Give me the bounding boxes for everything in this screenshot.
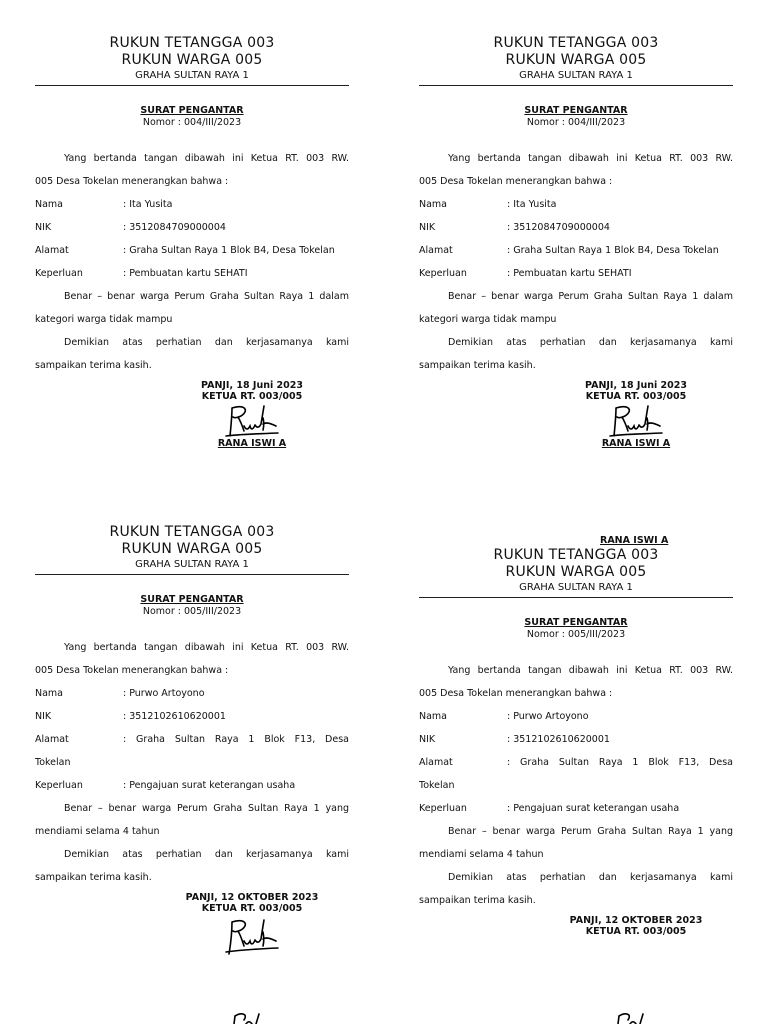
- field-row: [419, 243, 733, 266]
- signer-position: KETUA RT. 003/005: [201, 903, 303, 914]
- field-label: Nama: [35, 688, 64, 699]
- intro-line: Yang bertanda tangan dibawah ini Ketua RT. 003 RW.: [448, 153, 733, 164]
- field-value: : Ita Yusita: [507, 199, 557, 210]
- header-divider: [419, 85, 733, 86]
- place-date: PANJI, 12 OKTOBER 2023: [569, 915, 703, 926]
- rw-heading: RUKUN WARGA 005: [505, 52, 647, 68]
- address-line: GRAHA SULTAN RAYA 1: [519, 582, 633, 593]
- field-row: [35, 778, 349, 801]
- field-row: [419, 709, 733, 732]
- signature-block: [569, 380, 703, 449]
- signer-position: KETUA RT. 003/005: [585, 391, 687, 402]
- rw-heading: RUKUN WARGA 005: [121, 541, 263, 557]
- signature-block: [185, 892, 319, 956]
- letter-title-block: [35, 594, 349, 618]
- letter-body: [419, 663, 733, 916]
- field-label: Nama: [419, 199, 448, 210]
- field-label: Keperluan: [419, 803, 467, 814]
- letter-body: [419, 151, 733, 381]
- intro-line: Yang bertanda tangan dibawah ini Ketua RT. 003 RW.: [448, 665, 733, 676]
- header-divider: [419, 597, 733, 598]
- field-row: [419, 755, 733, 801]
- header-divider: [35, 85, 349, 86]
- closing-line: sampaikan terima kasih.: [419, 895, 536, 906]
- intro-line: Yang bertanda tangan dibawah ini Ketua RT. 003 RW.: [64, 642, 349, 653]
- field-label: Keperluan: [35, 780, 83, 791]
- letter-title: SURAT PENGANTAR: [524, 617, 628, 628]
- closing-line: sampaikan terima kasih.: [35, 872, 152, 883]
- signature-icon: [224, 916, 280, 956]
- field-row: [35, 686, 349, 709]
- letter-title: SURAT PENGANTAR: [140, 594, 244, 605]
- letter-number: Nomor : 004/III/2023: [142, 117, 242, 128]
- field-value: : Ita Yusita: [123, 199, 173, 210]
- closing-line: sampaikan terima kasih.: [35, 360, 152, 371]
- field-value: : Graha Sultan Raya 1 Blok F13, Desa: [507, 757, 733, 768]
- field-value: : Purwo Artoyono: [123, 688, 205, 699]
- closing-line: Demikian atas perhatian dan kerjasamanya kami: [448, 872, 733, 883]
- letterhead: [419, 547, 733, 595]
- signature-block: [185, 380, 319, 449]
- signer-position: KETUA RT. 003/005: [585, 926, 687, 937]
- field-label: Alamat: [419, 757, 453, 768]
- statement-line: Benar – benar warga Perum Graha Sultan Raya 1 yang: [64, 803, 349, 814]
- letter-2: [419, 35, 733, 449]
- letter-title-block: [35, 105, 349, 129]
- field-row: [419, 266, 733, 289]
- signature-icon: [610, 1012, 654, 1024]
- statement-line: mendiami selama 4 tahun: [419, 849, 544, 860]
- field-value: : 3512102610620001: [507, 734, 610, 745]
- closing-line: Demikian atas perhatian dan kerjasamanya kami: [448, 337, 733, 348]
- closing-line: sampaikan terima kasih.: [419, 360, 536, 371]
- field-label: Nama: [35, 199, 64, 210]
- intro-line: 005 Desa Tokelan menerangkan bahwa :: [419, 688, 613, 699]
- field-row: [35, 732, 349, 778]
- field-value-continued: Tokelan: [419, 780, 455, 791]
- letter-number: Nomor : 005/III/2023: [526, 629, 626, 640]
- rt-heading: RUKUN TETANGGA 003: [493, 35, 659, 51]
- field-value-continued: Tokelan: [35, 757, 71, 768]
- letter-body: [35, 151, 349, 381]
- field-value: : Graha Sultan Raya 1 Blok B4, Desa Tokelan: [507, 245, 719, 256]
- field-row: [35, 266, 349, 289]
- statement-line: Benar – benar warga Perum Graha Sultan Raya 1 dalam: [64, 291, 349, 302]
- letter-body: [35, 640, 349, 893]
- field-row: [419, 801, 733, 824]
- statement-line: mendiami selama 4 tahun: [35, 826, 160, 837]
- signer-name: RANA ISWI A: [600, 535, 669, 546]
- letter-1: [35, 35, 349, 449]
- field-label: NIK: [35, 222, 52, 233]
- signature-icon: [608, 404, 664, 438]
- statement-line: kategori warga tidak mampu: [35, 314, 173, 325]
- rt-heading: RUKUN TETANGGA 003: [109, 35, 275, 51]
- address-line: GRAHA SULTAN RAYA 1: [519, 70, 633, 81]
- field-row: [419, 220, 733, 243]
- field-label: Keperluan: [35, 268, 83, 279]
- rt-heading: RUKUN TETANGGA 003: [493, 547, 659, 563]
- signature-block: [569, 915, 703, 937]
- statement-line: Benar – benar warga Perum Graha Sultan Raya 1 yang: [448, 826, 733, 837]
- field-label: Alamat: [35, 245, 69, 256]
- closing-line: Demikian atas perhatian dan kerjasamanya kami: [64, 337, 349, 348]
- letterhead: [35, 524, 349, 572]
- field-value: : Purwo Artoyono: [507, 711, 589, 722]
- rw-heading: RUKUN WARGA 005: [121, 52, 263, 68]
- letter-title-block: [419, 105, 733, 129]
- signer-position: KETUA RT. 003/005: [201, 391, 303, 402]
- header-divider: [35, 574, 349, 575]
- field-value: : Pengajuan surat keterangan usaha: [507, 803, 680, 814]
- place-date: PANJI, 12 OKTOBER 2023: [185, 892, 319, 903]
- field-label: NIK: [419, 734, 436, 745]
- field-value: : 3512084709000004: [123, 222, 226, 233]
- letter-number: Nomor : 004/III/2023: [526, 117, 626, 128]
- field-value: : Pembuatan kartu SEHATI: [507, 268, 632, 279]
- place-date: PANJI, 18 Juni 2023: [585, 380, 687, 391]
- letterhead: [35, 35, 349, 83]
- intro-line: 005 Desa Tokelan menerangkan bahwa :: [35, 176, 229, 187]
- letterhead: [419, 35, 733, 83]
- field-value: : Graha Sultan Raya 1 Blok B4, Desa Tokelan: [123, 245, 335, 256]
- field-label: Nama: [419, 711, 448, 722]
- address-line: GRAHA SULTAN RAYA 1: [135, 559, 249, 570]
- signer-name: RANA ISWI A: [601, 438, 671, 449]
- signature-icon: [224, 404, 280, 438]
- field-value: : 3512084709000004: [507, 222, 610, 233]
- field-value: : Graha Sultan Raya 1 Blok F13, Desa: [123, 734, 349, 745]
- field-row: [419, 732, 733, 755]
- field-label: Alamat: [419, 245, 453, 256]
- field-label: Alamat: [35, 734, 69, 745]
- intro-line: 005 Desa Tokelan menerangkan bahwa :: [419, 176, 613, 187]
- field-row: [35, 709, 349, 732]
- intro-line: Yang bertanda tangan dibawah ini Ketua RT. 003 RW.: [64, 153, 349, 164]
- field-row: [35, 243, 349, 266]
- field-label: NIK: [35, 711, 52, 722]
- rw-heading: RUKUN WARGA 005: [505, 564, 647, 580]
- address-line: GRAHA SULTAN RAYA 1: [135, 70, 249, 81]
- letter-number: Nomor : 005/III/2023: [142, 606, 242, 617]
- statement-line: Benar – benar warga Perum Graha Sultan Raya 1 dalam: [448, 291, 733, 302]
- place-date: PANJI, 18 Juni 2023: [201, 380, 303, 391]
- field-label: Keperluan: [419, 268, 467, 279]
- field-label: NIK: [419, 222, 436, 233]
- letter-3: [35, 524, 349, 914]
- field-row: [35, 197, 349, 220]
- letter-title: SURAT PENGANTAR: [524, 105, 628, 116]
- signature-icon: [226, 1012, 270, 1024]
- statement-line: kategori warga tidak mampu: [419, 314, 557, 325]
- closing-line: Demikian atas perhatian dan kerjasamanya kami: [64, 849, 349, 860]
- intro-line: 005 Desa Tokelan menerangkan bahwa :: [35, 665, 229, 676]
- letter-4: [419, 547, 733, 937]
- field-value: : Pembuatan kartu SEHATI: [123, 268, 248, 279]
- rt-heading: RUKUN TETANGGA 003: [109, 524, 275, 540]
- field-row: [419, 197, 733, 220]
- letter-title: SURAT PENGANTAR: [140, 105, 244, 116]
- signer-name: RANA ISWI A: [217, 438, 287, 449]
- field-value: : 3512102610620001: [123, 711, 226, 722]
- field-row: [35, 220, 349, 243]
- field-value: : Pengajuan surat keterangan usaha: [123, 780, 296, 791]
- letter-title-block: [419, 617, 733, 641]
